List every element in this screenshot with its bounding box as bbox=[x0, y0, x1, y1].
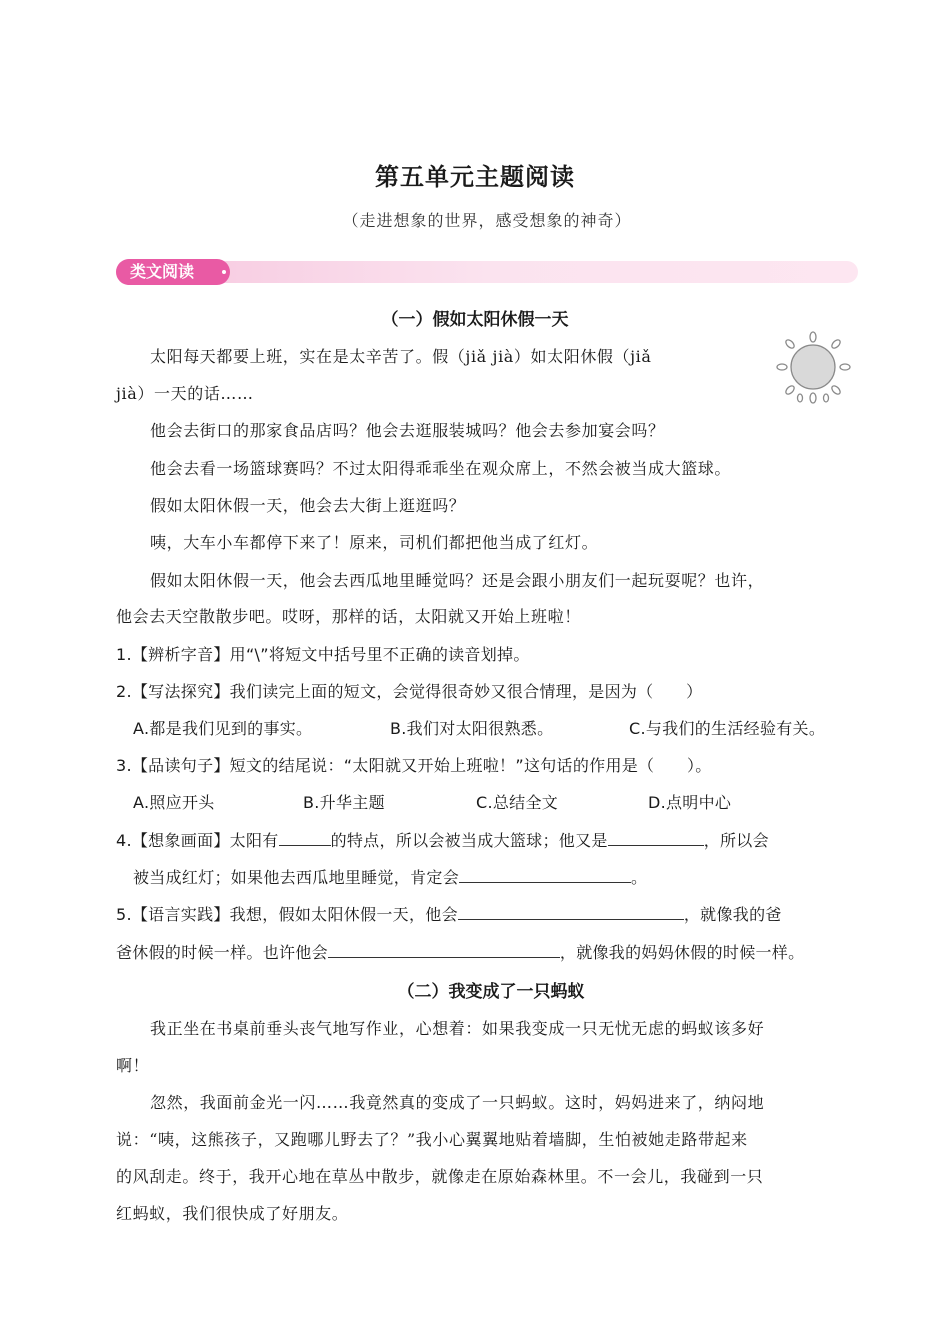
question-5-line1 bbox=[116, 902, 782, 925]
s1-paragraph-6b: 他会去天空散散步吧。哎呀，那样的话，太阳就又开始上班啦！ bbox=[116, 607, 581, 626]
question-3: 3.【品读句子】短文的结尾说：“太阳就又开始上班啦！”这句话的作用是（ ）。 bbox=[116, 756, 712, 775]
q4-text-3: ，所以会 bbox=[703, 831, 769, 850]
question-4-line1 bbox=[116, 828, 769, 851]
q5-blank-1[interactable] bbox=[458, 903, 684, 920]
question-4-line2 bbox=[133, 865, 647, 888]
question-1: 1.【辨析字音】用“\”将短文中括号里不正确的读音划掉。 bbox=[116, 645, 530, 664]
page-title: 第五单元主题阅读 bbox=[375, 163, 575, 191]
section1-title: （一）假如太阳休假一天 bbox=[381, 310, 569, 330]
section-banner-tag bbox=[116, 259, 230, 285]
q5-text-4: ，就像我的妈妈休假的时候一样。 bbox=[559, 943, 805, 962]
sun-illustration bbox=[770, 330, 856, 406]
s2-paragraph-1a: 我正坐在书桌前垂头丧气地写作业，心想着：如果我变成一只无忧无虑的蚂蚁该多好 bbox=[150, 1019, 765, 1038]
banner-dot-icon bbox=[222, 270, 226, 274]
q2-option-c: C.与我们的生活经验有关。 bbox=[629, 719, 826, 738]
banner-label: 类文阅读 bbox=[130, 262, 195, 281]
page-subtitle: （走进想象的世界，感受想象的神奇） bbox=[342, 211, 632, 230]
s1-paragraph-4: 假如太阳休假一天，他会去大街上逛逛吗？ bbox=[150, 496, 466, 515]
question-5-line2 bbox=[116, 940, 804, 963]
q3-option-d: D.点明中心 bbox=[648, 793, 732, 812]
s1-paragraph-2: 他会去街口的那家食品店吗？他会去逛服装城吗？他会去参加宴会吗？ bbox=[150, 421, 665, 440]
q4-text-2: 的特点，所以会被当成大篮球；他又是 bbox=[330, 831, 608, 850]
s2-paragraph-1b: 啊！ bbox=[116, 1056, 150, 1075]
question-2: 2.【写法探究】我们读完上面的短文，会觉得很奇妙又很合情理，是因为（ ） bbox=[116, 682, 703, 701]
q4-text-5: 。 bbox=[631, 868, 648, 887]
s1-paragraph-6a: 假如太阳休假一天，他会去西瓜地里睡觉吗？还是会跟小朋友们一起玩耍呢？也许， bbox=[150, 571, 765, 590]
s2-paragraph-2b: 说：“咦，这熊孩子，又跑哪儿野去了？”我小心翼翼地贴着墙脚，生怕被她走路带起来 bbox=[116, 1130, 748, 1149]
q4-blank-1[interactable] bbox=[279, 829, 331, 846]
s1-paragraph-5: 咦，大车小车都停下来了！原来，司机们都把他当成了红灯。 bbox=[150, 533, 599, 552]
q3-option-c: C.总结全文 bbox=[476, 793, 559, 812]
q3-option-b: B.升华主题 bbox=[303, 793, 385, 812]
s1-paragraph-3: 他会去看一场篮球赛吗？不过太阳得乖乖坐在观众席上，不然会被当成大篮球。 bbox=[150, 459, 732, 478]
q5-text-2: ，就像我的爸 bbox=[683, 905, 782, 924]
q4-text-4: 被当成红灯；如果他去西瓜地里睡觉，肯定会 bbox=[133, 868, 460, 887]
s1-paragraph-1b: jià）一天的话…… bbox=[116, 384, 254, 403]
s1-paragraph-1a: 太阳每天都要上班，实在是太辛苦了。假（jiǎ jià）如太阳休假（jiǎ bbox=[150, 347, 652, 366]
q2-option-a: A.都是我们见到的事实。 bbox=[133, 719, 313, 738]
s2-paragraph-2c: 的风刮走。终于，我开心地在草丛中散步，就像走在原始森林里。不一会儿，我碰到一只 bbox=[116, 1167, 764, 1186]
q2-option-b: B.我们对太阳很熟悉。 bbox=[390, 719, 554, 738]
q3-option-a: A.照应开头 bbox=[133, 793, 215, 812]
section2-title: （二）我变成了一只蚂蚁 bbox=[397, 982, 585, 1002]
q5-blank-2[interactable] bbox=[328, 941, 560, 958]
q5-text-1: 5.【语言实践】我想，假如太阳休假一天，他会 bbox=[116, 905, 458, 924]
q4-text-1: 4.【想象画面】太阳有 bbox=[116, 831, 279, 850]
q5-text-3: 爸休假的时候一样。也许他会 bbox=[116, 943, 328, 962]
q4-blank-3[interactable] bbox=[459, 866, 631, 883]
s2-paragraph-2a: 忽然，我面前金光一闪……我竟然真的变成了一只蚂蚁。这时，妈妈进来了，纳闷地 bbox=[150, 1093, 765, 1112]
s2-paragraph-2d: 红蚂蚁，我们很快成了好朋友。 bbox=[116, 1204, 349, 1223]
q4-blank-2[interactable] bbox=[608, 829, 704, 846]
